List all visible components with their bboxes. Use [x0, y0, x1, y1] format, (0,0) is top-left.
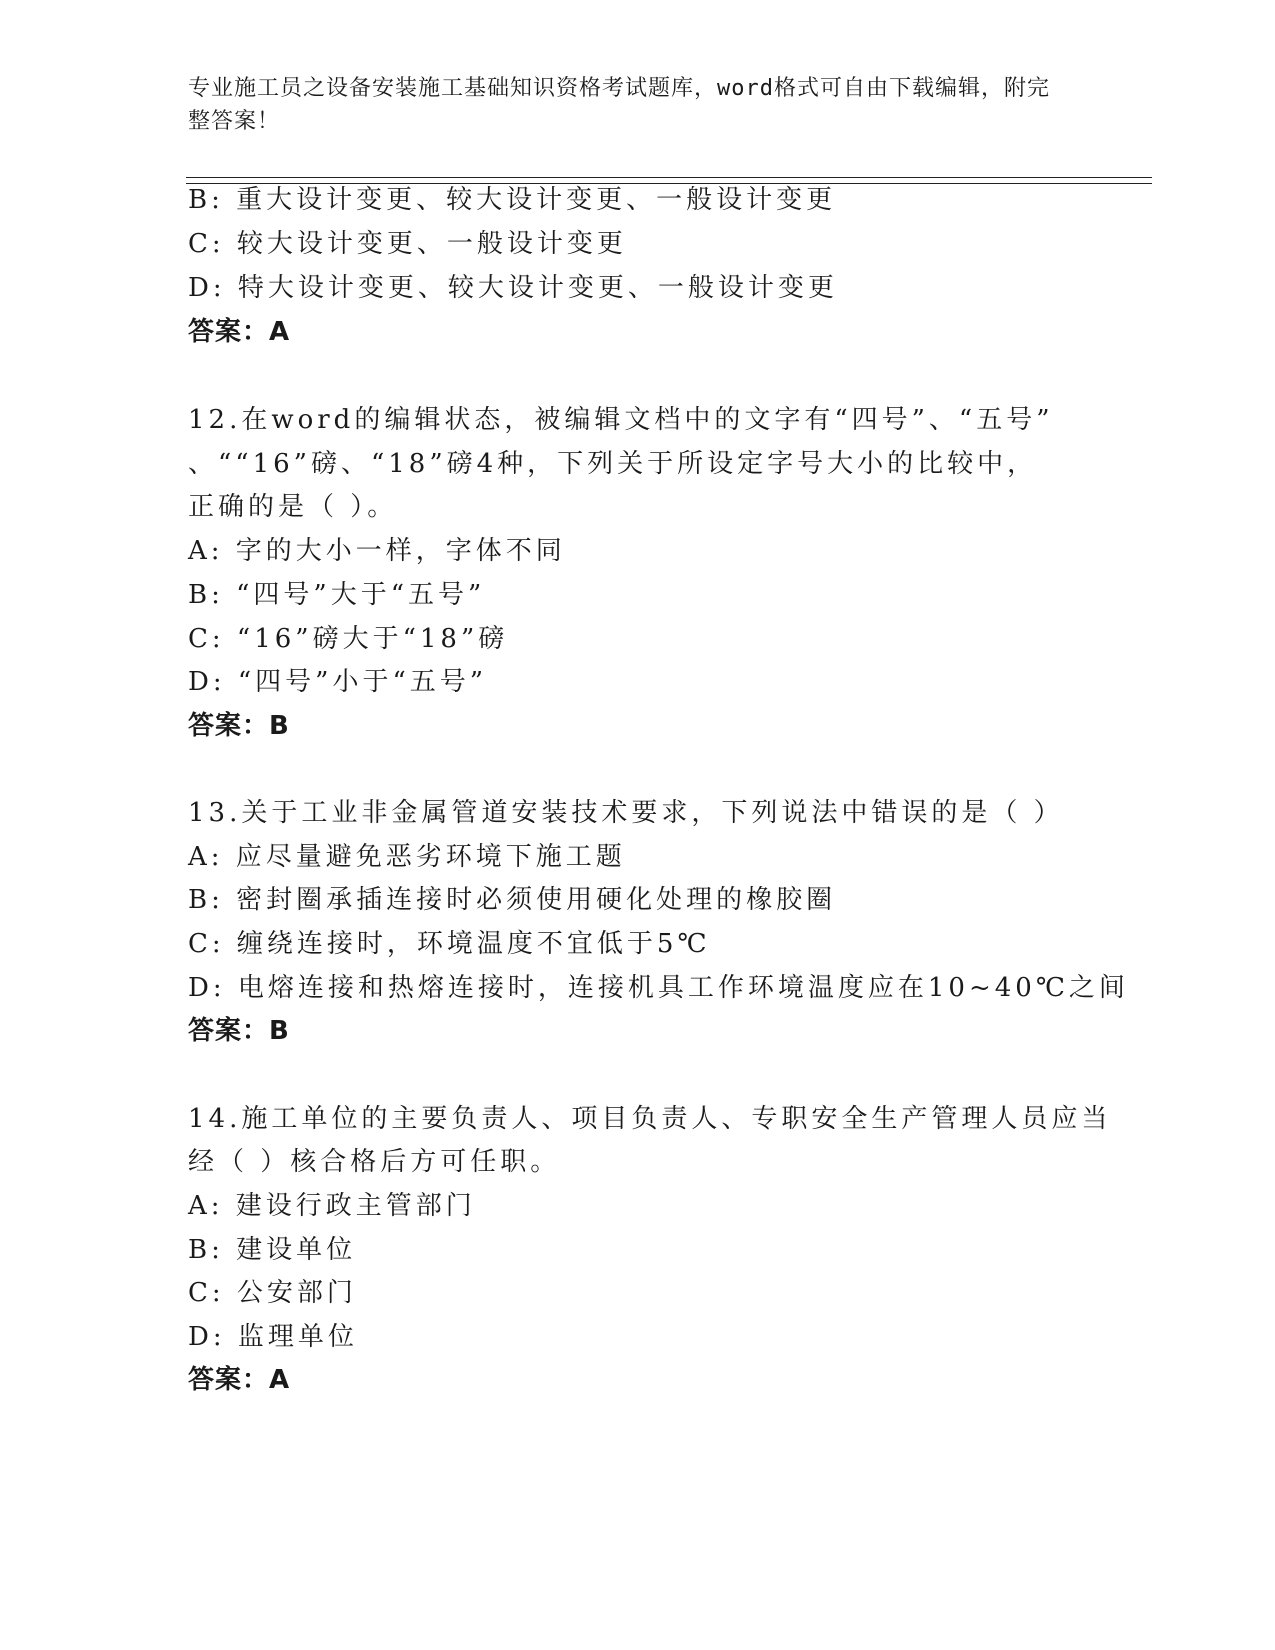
q12-stem-line-1: 12.在word的编辑状态，被编辑文档中的文字有“四号”、“五号”	[188, 405, 1054, 435]
q12-stem-line-2: 、““16”磅、“18”磅4种，下列关于所设定字号大小的比较中，	[188, 449, 1038, 479]
q14-option-a: A: 建设行政主管部门	[188, 1191, 476, 1221]
q14-answer: 答案：A	[188, 1365, 291, 1395]
q13-option-d: D: 电熔连接和热熔连接时，连接机具工作环境温度应在10~40℃之间	[188, 973, 1129, 1003]
document-header: 专业施工员之设备安装施工基础知识资格考试题库，word格式可自由下载编辑，附完整答案！	[188, 76, 1050, 134]
q12-option-a: A: 字的大小一样，字体不同	[188, 536, 566, 566]
prev-option-b: B: 重大设计变更、较大设计变更、一般设计变更	[188, 185, 837, 215]
q14-stem-line-1: 14.施工单位的主要负责人、项目负责人、专职安全生产管理人员应当	[188, 1104, 1112, 1134]
q13-stem-line-1: 13.关于工业非金属管道安装技术要求，下列说法中错误的是（ ）	[188, 798, 1064, 828]
q14-option-d: D: 监理单位	[188, 1322, 358, 1352]
q12-stem-line-3: 正确的是（ ）。	[188, 492, 398, 522]
q13-answer: 答案：B	[188, 1016, 290, 1046]
q14-option-b: B: 建设单位	[188, 1235, 357, 1265]
q12-option-c: C: “16”磅大于“18”磅	[188, 624, 509, 654]
q14-stem-line-2: 经（ ）核合格后方可任职。	[188, 1147, 561, 1177]
q14-option-c: C: 公安部门	[188, 1278, 357, 1308]
q12-option-b: B: “四号”大于“五号”	[188, 580, 486, 610]
q12-answer: 答案：B	[188, 711, 290, 741]
q13-option-a: A: 应尽量避免恶劣环境下施工题	[188, 842, 626, 872]
q13-option-b: B: 密封圈承插连接时必须使用硬化处理的橡胶圈	[188, 885, 837, 915]
prev-option-c: C: 较大设计变更、一般设计变更	[188, 229, 627, 259]
prev-option-d: D: 特大设计变更、较大设计变更、一般设计变更	[188, 273, 838, 303]
q12-option-d: D: “四号”小于“五号”	[188, 667, 488, 697]
header-rule-top	[186, 177, 1152, 178]
q13-option-c: C: 缠绕连接时，环境温度不宜低于5℃	[188, 929, 711, 959]
prev-answer: 答案：A	[188, 317, 291, 347]
